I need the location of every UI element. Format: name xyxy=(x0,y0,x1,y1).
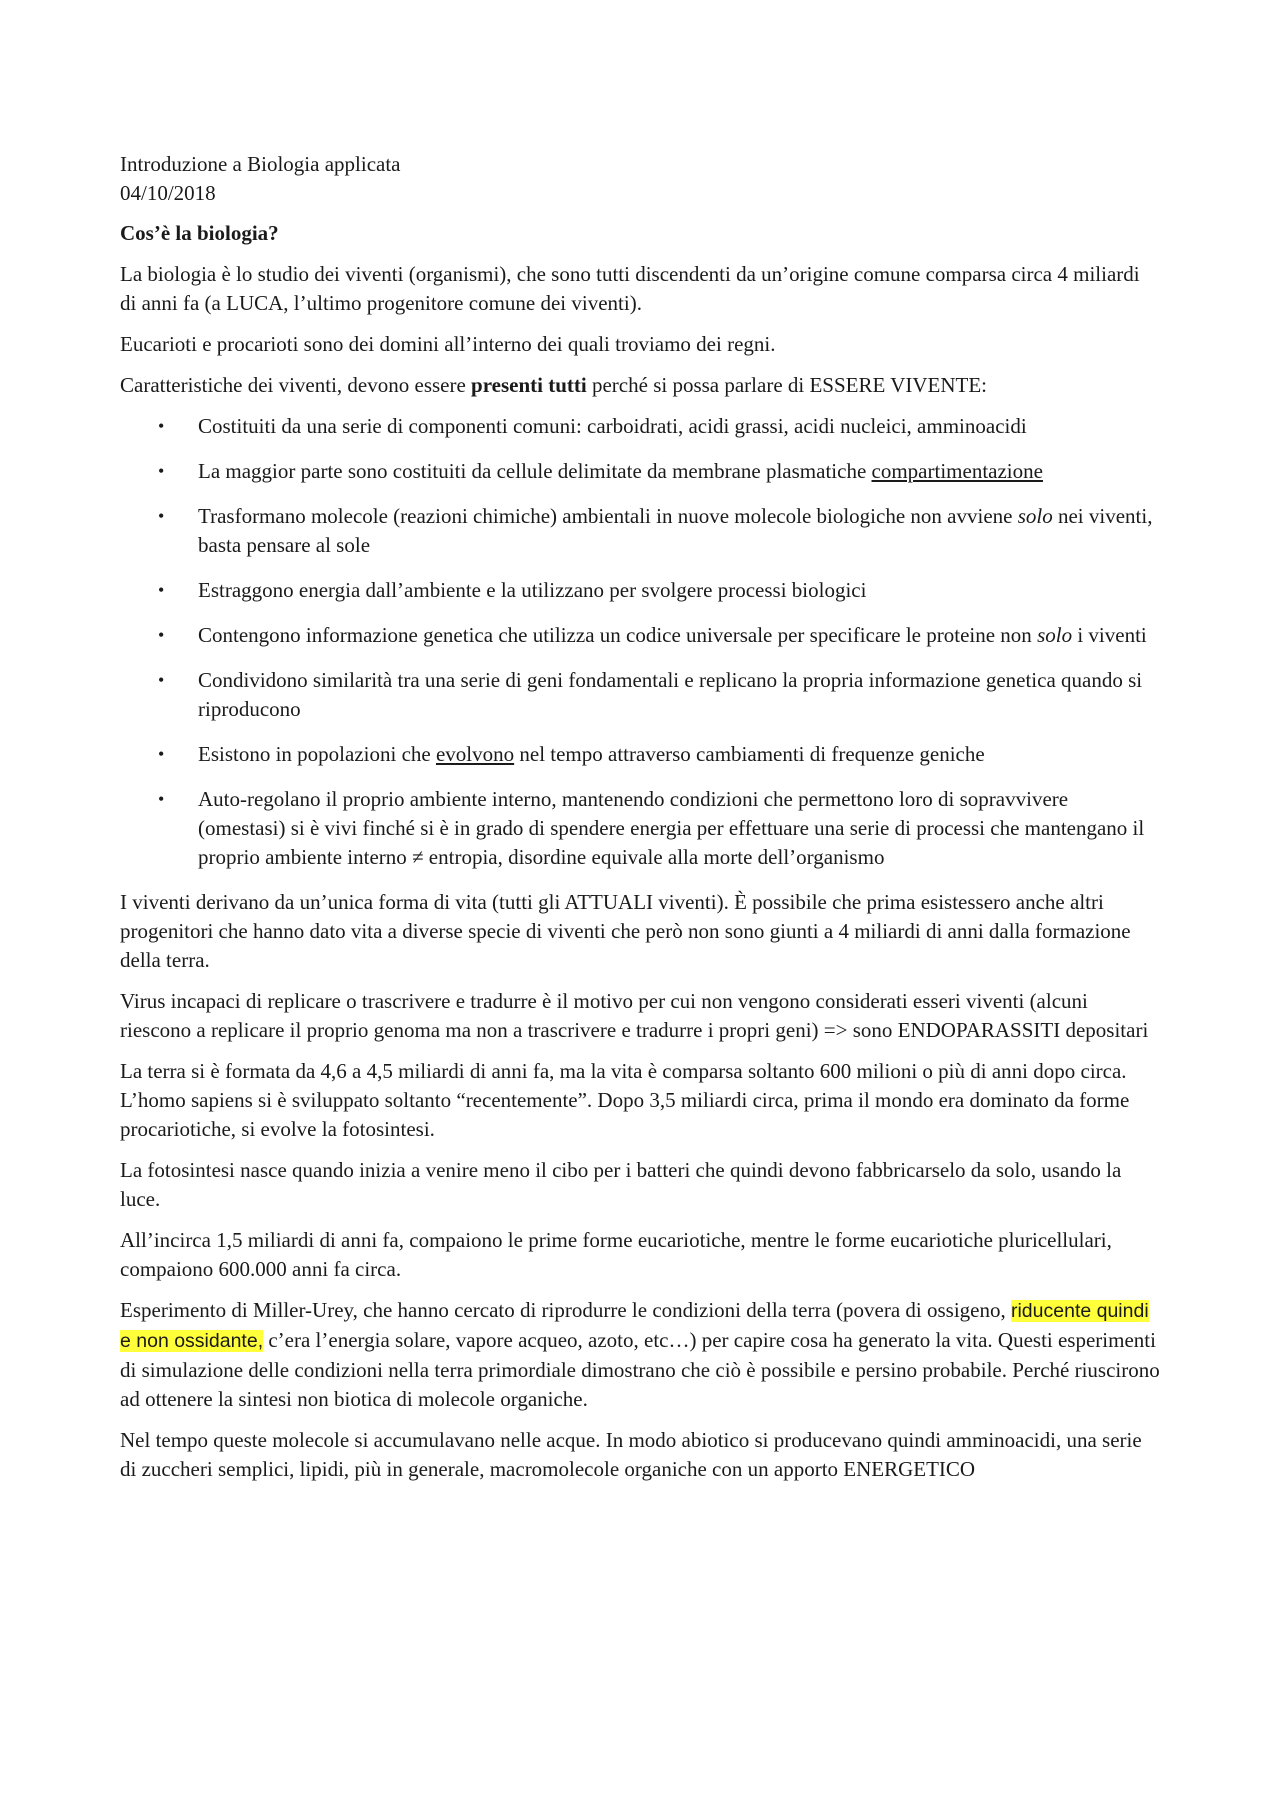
section-heading: Cos’è la biologia? xyxy=(120,221,279,245)
paragraph-virus: Virus incapaci di replicare o trascrivere e tradurre è il motivo per cui non vengono considerati esseri viventi (alcuni riescono a replicare il proprio genoma ma non a trascrivere e tradurre i propri geni) => sono ENDOPARASSITI depositari xyxy=(120,989,1149,1042)
document-title: Introduzione a Biologia applicata xyxy=(120,152,401,176)
text-run: Costituiti da una serie di componenti comuni: carboidrati, acidi grassi, acidi nucleici, amminoacidi xyxy=(198,414,1027,438)
text-run: Esistono in popolazioni che xyxy=(198,742,436,766)
highlighted-text: riducente quindi e non ossidante, xyxy=(120,1300,1149,1352)
list-item xyxy=(120,576,1160,605)
text-run: Trasformano molecole (reazioni chimiche) ambientali in nuove molecole biologiche non avviene xyxy=(198,504,1018,528)
list-item xyxy=(120,740,1160,769)
text-run: perché si possa parlare di ESSERE VIVENTE: xyxy=(586,373,988,397)
paragraph-definition: La biologia è lo studio dei viventi (organismi), che sono tutti discendenti da un’origine comune comparsa circa 4 miliardi di anni fa (a LUCA, l’ultimo progenitore comune dei viventi). xyxy=(120,262,1140,315)
paragraph-miller-urey xyxy=(120,1296,1160,1414)
paragraph-photosynthesis: La fotosintesi nasce quando inizia a venire meno il cibo per i batteri che quindi devono fabbricarselo da solo, usando la luce. xyxy=(120,1158,1122,1211)
bold-text: presenti tutti xyxy=(471,373,587,397)
paragraph-earth: La terra si è formata da 4,6 a 4,5 miliardi di anni fa, ma la vita è comparsa soltanto 600 milioni o più di anni dopo circa. L’homo sapiens si è sviluppato soltanto “recentemente”. Dopo 3,5 miliardi circa, prima il mondo era dominato da forme procariotiche, si evolve la fotosintesi. xyxy=(120,1059,1130,1141)
characteristics-list xyxy=(120,412,1160,872)
underlined-text: compartimentazione xyxy=(871,459,1043,483)
text-run: Estraggono energia dall’ambiente e la utilizzano per svolgere processi biologici xyxy=(198,578,867,602)
list-item xyxy=(120,666,1160,724)
list-item xyxy=(120,502,1160,560)
text-run: Esperimento di Miller-Urey, che hanno cercato di riprodurre le condizioni della terra (povera di ossigeno, xyxy=(120,1298,1011,1322)
italic-text: solo xyxy=(1017,504,1053,528)
text-run: Contengono informazione genetica che utilizza un codice universale per specificare le proteine non xyxy=(198,623,1038,647)
text-run: Caratteristiche dei viventi, devono essere xyxy=(120,373,472,397)
list-item xyxy=(120,785,1160,872)
text-run: nei viventi, basta pensare al sole xyxy=(198,504,1153,557)
text-run: La maggior parte sono costituiti da cellule delimitate da membrane plasmatiche xyxy=(198,459,872,483)
paragraph-characteristics xyxy=(120,371,1160,400)
document-header xyxy=(120,150,1160,208)
text-run: nel tempo attraverso cambiamenti di frequenze geniche xyxy=(514,742,985,766)
paragraph-origin: I viventi derivano da un’unica forma di vita (tutti gli ATTUALI viventi). È possibile che prima esistessero anche altri progenitori che hanno dato vita a diverse specie di viventi che però non sono giunti a 4 miliardi di anni dalla formazione della terra. xyxy=(120,890,1131,972)
paragraph-domains: Eucarioti e procarioti sono dei domini all’interno dei quali troviamo dei regni. xyxy=(120,332,776,356)
italic-text: solo xyxy=(1037,623,1073,647)
text-run: Condividono similarità tra una serie di geni fondamentali e replicano la propria informazione genetica quando si riproducono xyxy=(198,668,1143,721)
document-date: 04/10/2018 xyxy=(120,181,216,205)
underlined-text: evolvono xyxy=(435,742,515,766)
list-item xyxy=(120,457,1160,486)
list-item xyxy=(120,621,1160,650)
paragraph-eukaryotes: All’incirca 1,5 miliardi di anni fa, compaiono le prime forme eucariotiche, mentre le forme eucariotiche pluricellulari, compaiono 600.000 anni fa circa. xyxy=(120,1228,1112,1281)
text-run: c’era l’energia solare, vapore acqueo, azoto, etc…) per capire cosa ha generato la vita. Questi esperimenti di simulazione delle condizioni nella terra primordiale dimostrano che ciò è possibile e persino probabile. Perché riuscirono ad ottenere la sintesi non biotica di molecole organiche. xyxy=(120,1328,1160,1411)
paragraph-molecules: Nel tempo queste molecole si accumulavano nelle acque. In modo abiotico si producevano quindi amminoacidi, una serie di zuccheri semplici, lipidi, più in generale, macromolecole organiche con un apporto ENERGETICO xyxy=(120,1428,1142,1481)
text-run: i viventi xyxy=(1072,623,1147,647)
list-item xyxy=(120,412,1160,441)
text-run: Auto-regolano il proprio ambiente interno, mantenendo condizioni che permettono loro di sopravvivere (omestasi) si è vivi finché si è in grado di spendere energia per effettuare una serie di processi che mantengano il proprio ambiente interno ≠ entropia, disordine equivale alla morte dell’organismo xyxy=(198,787,1145,869)
